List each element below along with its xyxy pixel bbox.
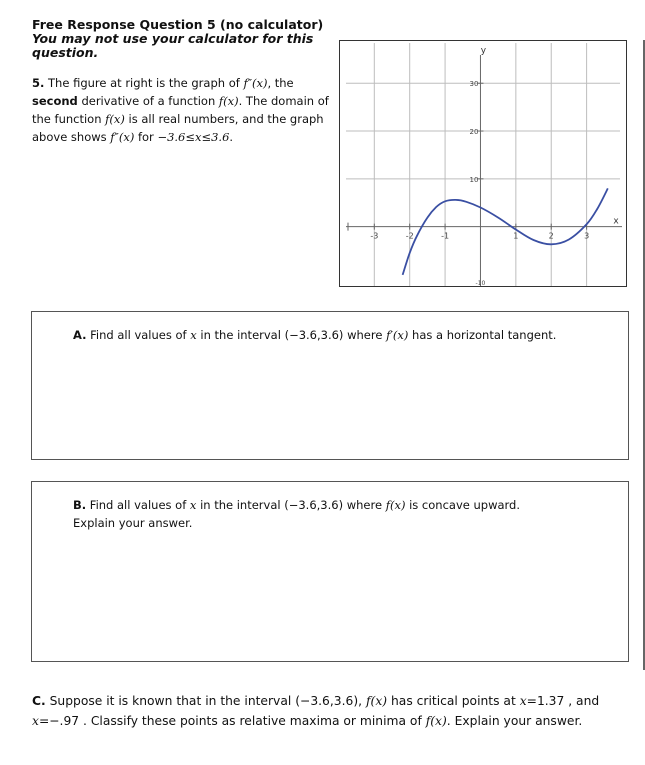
question-b-interval: (−3.6,3.6) [284, 498, 344, 512]
question-c-text-3: has critical points at [391, 694, 516, 708]
x-tick-label-5: 3 [584, 231, 590, 241]
question-b-box[interactable] [31, 481, 629, 662]
y-tick-label-2: 30 [469, 80, 479, 89]
x-tick-label-2: -1 [441, 231, 450, 241]
question-c-text-4: =1.37 , and [526, 694, 600, 708]
y-axis-label: y [480, 46, 487, 56]
question-a-math-f-prime: f′(x) [386, 328, 409, 342]
question-a-text [73, 326, 613, 344]
problem-text-5: is all real numbers, and the graph above shows [32, 112, 324, 144]
question-b-math-f: f(x) [385, 498, 406, 512]
question-c-interval: (−3.6,3.6) [295, 694, 359, 708]
y-tick-label-0: 10 [469, 175, 479, 184]
question-c-math-f-2: f(x) [425, 714, 447, 728]
header [32, 18, 332, 60]
problem-bold-second: second [32, 94, 78, 108]
x-tick-label-0: -3 [370, 231, 379, 241]
question-b-label: B. [73, 498, 87, 512]
question-c-math-x2: x [32, 714, 39, 728]
question-c-math-f: f(x) [365, 694, 388, 708]
question-a-label: A. [73, 328, 87, 342]
problem-text-3: derivative of a function [81, 94, 216, 108]
x-tick-label-1: -2 [405, 231, 414, 241]
math-f-double-prime-2: f″(x) [110, 130, 135, 144]
question-b-text-2: in the interval [200, 498, 281, 512]
question-a-text-4: has a horizontal tangent. [412, 328, 557, 342]
problem-text-1: The figure at right is the graph of [48, 76, 240, 90]
second-derivative-graph [340, 41, 628, 288]
question-c-text-6: . Explain your answer. [446, 714, 583, 728]
question-a-interval: (−3.6,3.6) [284, 328, 344, 342]
problem-statement [32, 74, 332, 146]
problem-text-6: for [137, 130, 154, 144]
problem-number: 5. [32, 76, 45, 90]
no-calculator-note: You may not use your calculator for this question. [32, 31, 314, 60]
question-c-label: C. [32, 694, 46, 708]
math-domain-interval: −3.6≤x≤3.6 [157, 130, 230, 144]
question-b-text-1: Find all values of [89, 498, 187, 512]
problem-text-7: . [229, 130, 234, 144]
question-c-text-5: =−.97 . Classify these points as relative maxima or minima of [38, 714, 422, 728]
question-c-text-1: Suppose it is known that in the interval [49, 694, 292, 708]
x-axis-label: x [613, 216, 619, 227]
y-tick-label-bottom: -10 [475, 280, 486, 287]
question-a-box[interactable] [31, 311, 629, 460]
series-line-0 [403, 188, 608, 275]
math-f-of-x: f(x) [218, 94, 239, 108]
question-b-math-x: x [189, 498, 197, 512]
question-b-text-5: Explain your answer. [73, 516, 193, 530]
problem-text-4: . The domain of the function [32, 94, 329, 126]
question-title: Free Response Question 5 (no calculator) [32, 17, 324, 32]
question-c-math-x1: x [519, 694, 527, 708]
question-a-math-x: x [190, 328, 197, 342]
problem-text-2: , the [267, 76, 294, 90]
question-b-text-4: is concave upward. [409, 498, 521, 512]
math-f-double-prime: f″(x) [243, 76, 268, 90]
question-c-text [32, 691, 645, 731]
math-f-of-x-2: f(x) [105, 112, 125, 126]
question-a-text-2: in the interval [200, 328, 281, 342]
question-b-text [73, 496, 613, 532]
graph-panel [339, 40, 627, 287]
question-a-text-3: where [347, 328, 383, 342]
question-c-text-2: , [358, 694, 363, 708]
y-tick-label-1: 20 [469, 128, 479, 137]
question-a-text-1: Find all values of [90, 328, 187, 342]
question-b-text-3: where [346, 498, 383, 512]
x-tick-label-3: 1 [513, 231, 519, 241]
x-tick-label-4: 2 [548, 231, 554, 241]
